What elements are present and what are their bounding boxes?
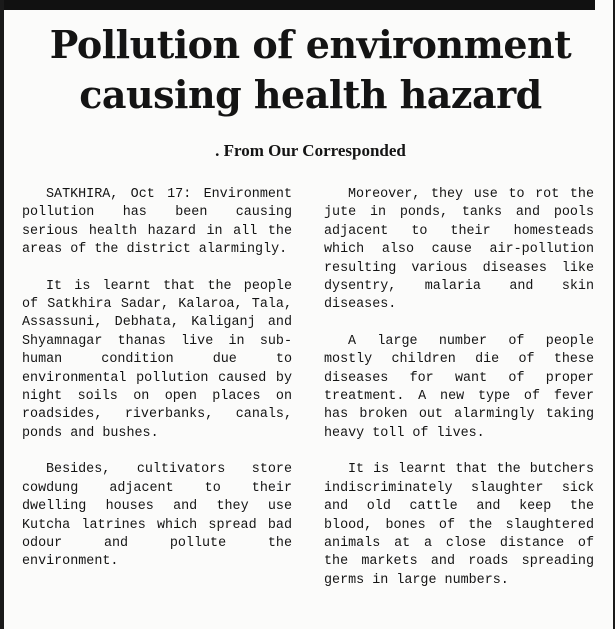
paragraph-6: It is learnt that the butchers indiscriminately slaughter sick and old cattle and keep the blood, bones of the slaughtered animals at a close distance of the markets and roads spreading germs in large numbers.	[324, 462, 594, 588]
headline	[18, 20, 603, 120]
paragraph-2: It is learnt that the people of Satkhira Sadar, Kalaroa, Tala, Assassuni, Debhata, Kaliganj and Shyamnagar thanas live in sub-human condition due to environmental pollution caused by night soils on open places on roadsides, riverbanks, canals, ponds and bushes.	[22, 278, 292, 441]
right-column	[324, 186, 594, 608]
byline: . From Our Corresponded	[215, 141, 406, 160]
headline-line-1: Pollution of environment	[49, 22, 572, 67]
top-border-bar	[4, 0, 595, 10]
left-column	[22, 186, 292, 590]
paragraph-1: SATKHIRA, Oct 17: Environment pollution has been causing serious health hazard in all the areas of the district alarmingly.	[22, 187, 292, 258]
headline-line-2: causing health hazard	[79, 72, 542, 117]
paragraph-5: A large number of people mostly children die of these diseases for want of proper treatment. A new type of fever has broken out alarmingly taking heavy toll of lives.	[324, 333, 594, 441]
paragraph-3: Besides, cultivators store cowdung adjacent to their dwelling houses and they use Kutcha latrines which spread bad odour and pollute the environment.	[22, 462, 292, 570]
paragraph-4: Moreover, they use to rot the jute in ponds, tanks and pools adjacent to their homesteads which also cause air-pollution resulting various diseases like dysentry, malaria and skin diseases.	[324, 187, 594, 313]
